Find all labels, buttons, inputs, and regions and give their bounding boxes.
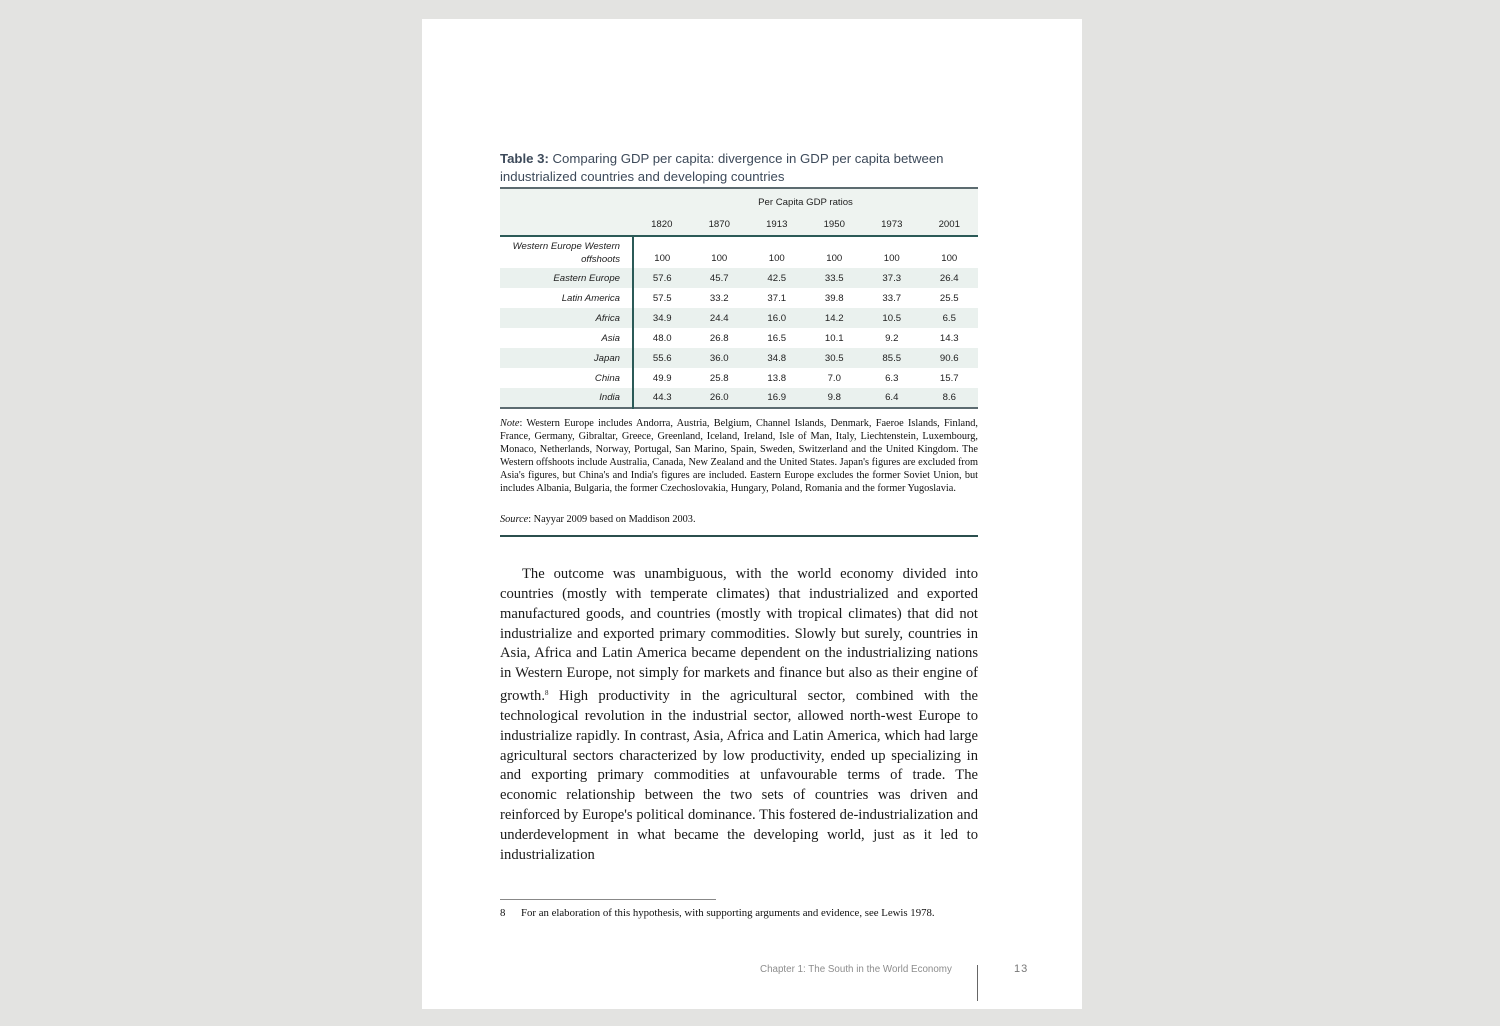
body-text-after-ref: High productivity in the agricultural sector, combined with the technological revolution in the industrial sector, allowed north-west Europe to industrialize rapidly. In contrast, Asia, Africa and Latin America, which had large agricultural sectors characterized by low productivity, ended up specializing in and exporting primary commodities at unfavourable terms of trade. The economic relationship between the two sets of countries was driven and reinforced by Europe's political dominance. This fostered de-industrialization and underdevelopment in what became the developing world, just as it led to industrialization xyxy=(500,688,978,863)
table-row xyxy=(500,368,978,388)
body-text-before-ref: The outcome was unambiguous, with the world economy divided into countries (mostly with temperate climates) that industrialized and exported manufactured goods, and countries (mostly with tropical climates) that did not industrialize and exported primary commodities. Slowly but surely, countries in Asia, Africa and Latin America became dependent on the industrializing nations in Western Europe, not simply for markets and finance but also as their engine of growth. xyxy=(500,566,978,705)
table-note xyxy=(500,417,978,495)
table-cell: 10.5 xyxy=(863,308,921,328)
row-label: Japan xyxy=(500,348,633,368)
year-header: 1913 xyxy=(748,213,806,236)
table-cell: 8.6 xyxy=(921,388,979,408)
table-row xyxy=(500,388,978,408)
row-label: Asia xyxy=(500,328,633,348)
table-cell: 55.6 xyxy=(633,348,691,368)
table-cell: 42.5 xyxy=(748,268,806,288)
table-cell: 33.2 xyxy=(709,292,729,304)
table-row xyxy=(500,328,978,348)
table-cell: 57.6 xyxy=(633,268,691,288)
table-cell: 9.8 xyxy=(806,388,864,408)
table-cell: 100 xyxy=(768,253,785,264)
row-label: Latin America xyxy=(500,288,633,308)
span-header: Per Capita GDP ratios xyxy=(758,196,853,208)
source-label: Source xyxy=(500,514,529,525)
table-cell: 6.4 xyxy=(863,388,921,408)
table-source xyxy=(500,513,978,526)
table-cell: 7.0 xyxy=(827,372,841,384)
table-row xyxy=(500,288,978,308)
footnote xyxy=(500,906,978,920)
table-cell: 36.0 xyxy=(691,348,749,368)
table-bottom-rule xyxy=(500,535,978,537)
table-title-text: Comparing GDP per capita: divergence in GDP per capita between industrialized countries and developing countries xyxy=(500,151,944,184)
table-corner xyxy=(500,188,633,213)
table-cell: 33.5 xyxy=(806,268,864,288)
page-number: 13 xyxy=(1014,963,1029,975)
table-cell: 49.9 xyxy=(652,372,672,384)
year-header: 1870 xyxy=(691,213,749,236)
source-text: : Nayyar 2009 based on Maddison 2003. xyxy=(528,514,696,525)
table-cell: 16.5 xyxy=(767,332,787,344)
table-cell: 48.0 xyxy=(652,332,672,344)
table-cell: 6.3 xyxy=(885,372,899,384)
row-label: Africa xyxy=(500,308,633,328)
footnote-reference[interactable]: 8 xyxy=(545,689,549,698)
row-label: Eastern Europe xyxy=(500,268,633,288)
table-cell: 100 xyxy=(711,253,728,264)
table-cell: 15.7 xyxy=(939,372,959,384)
table-cell: 90.6 xyxy=(921,348,979,368)
table-cell: 9.2 xyxy=(885,332,899,344)
table-cell: 100 xyxy=(826,253,843,264)
table-cell: 24.4 xyxy=(691,308,749,328)
table-row xyxy=(500,308,978,328)
table-cell: 25.5 xyxy=(939,292,959,304)
table-cell: 16.0 xyxy=(748,308,806,328)
table-cell: 34.9 xyxy=(633,308,691,328)
body-paragraph xyxy=(500,565,978,866)
year-header: 1950 xyxy=(806,213,864,236)
table-corner-bottom xyxy=(500,213,633,236)
table-title xyxy=(500,150,978,185)
table-cell: 100 xyxy=(654,253,671,264)
table-cell: 30.5 xyxy=(806,348,864,368)
row-label: Western Europe Western offshoots xyxy=(500,236,633,268)
year-header: 2001 xyxy=(921,213,979,236)
table-cell: 44.3 xyxy=(633,388,691,408)
table-cell: 100 xyxy=(941,253,958,264)
table-cell: 25.8 xyxy=(709,372,729,384)
table-body xyxy=(500,236,978,408)
table-cell: 14.2 xyxy=(806,308,864,328)
table-cell: 57.5 xyxy=(652,292,672,304)
table-cell: 6.5 xyxy=(921,308,979,328)
footnote-divider xyxy=(500,899,716,900)
table-cell: 33.7 xyxy=(882,292,902,304)
table-row xyxy=(500,348,978,368)
note-label: Note xyxy=(500,418,520,429)
table-cell: 34.8 xyxy=(748,348,806,368)
footnote-number: 8 xyxy=(500,907,506,919)
table-label: Table 3: xyxy=(500,151,549,166)
table-cell: 26.4 xyxy=(921,268,979,288)
row-label: India xyxy=(500,388,633,408)
table-cell: 85.5 xyxy=(863,348,921,368)
table-cell: 37.1 xyxy=(767,292,787,304)
table-cell: 16.9 xyxy=(748,388,806,408)
year-header: 1820 xyxy=(633,213,691,236)
year-header-row xyxy=(500,213,978,236)
footnote-text: For an elaboration of this hypothesis, with supporting arguments and evidence, see Lewis 1978. xyxy=(521,907,935,919)
running-footer-chapter: Chapter 1: The South in the World Economy xyxy=(760,964,952,975)
table-cell: 14.3 xyxy=(939,332,959,344)
table-row xyxy=(500,268,978,288)
document-page xyxy=(422,19,1082,1009)
note-text: : Western Europe includes Andorra, Austria, Belgium, Channel Islands, Denmark, Faeroe Islands, Finland, France, Germany, Gibraltar, Greece, Greenland, Iceland, Ireland, Isle of Man, Italy, Liechtenstein, Luxembourg, Monaco, Netherlands, Norway, Portugal, San Marino, Spain, Sweden, Switzerland and the United Kingdom. The Western offshoots include Australia, Canada, New Zealand and the United States. Japan's figures are excluded from Asia's figures, but China's and India's figures are included. Eastern Europe excludes the former Soviet Union, but includes Albania, Bulgaria, the former Czechoslovakia, Hungary, Poland, Romania and the former Yugoslavia. xyxy=(500,418,978,494)
table-cell: 13.8 xyxy=(767,372,787,384)
table-cell: 37.3 xyxy=(863,268,921,288)
table-row xyxy=(500,236,978,268)
gdp-ratio-table xyxy=(500,187,978,409)
row-label: China xyxy=(500,368,633,388)
footer-divider xyxy=(977,965,978,1001)
table-cell: 10.1 xyxy=(824,332,844,344)
table-cell: 26.8 xyxy=(709,332,729,344)
table-cell: 45.7 xyxy=(691,268,749,288)
table-cell: 39.8 xyxy=(824,292,844,304)
table-cell: 100 xyxy=(883,253,900,264)
year-header: 1973 xyxy=(863,213,921,236)
table-cell: 26.0 xyxy=(691,388,749,408)
